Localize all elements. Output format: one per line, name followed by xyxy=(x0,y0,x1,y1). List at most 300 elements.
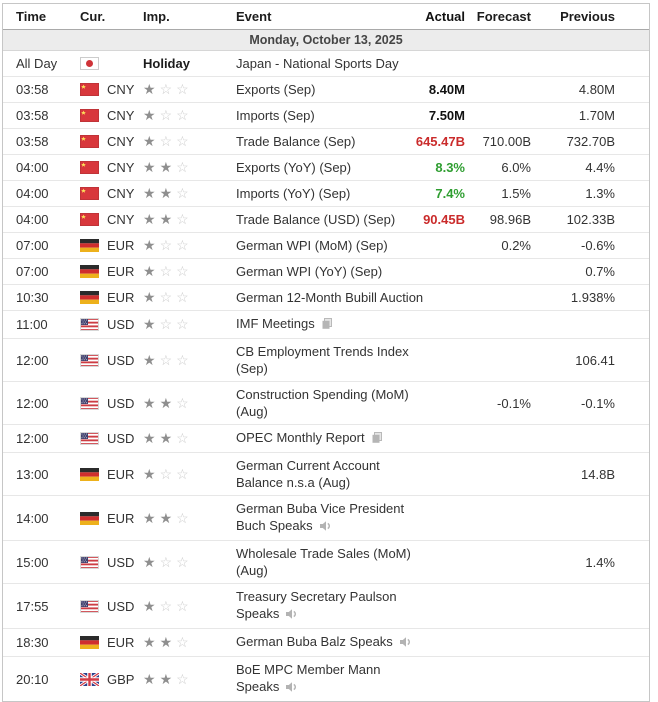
event-row xyxy=(3,259,649,285)
event-name[interactable]: German Buba Vice President xyxy=(236,501,405,516)
star-empty-icon: ☆ xyxy=(176,509,193,526)
forecast-value: 6.0% xyxy=(501,160,531,175)
star-empty-icon: ☆ xyxy=(176,159,193,175)
forecast-value: 98.96B xyxy=(489,212,531,227)
speaker-icon xyxy=(319,519,332,536)
report-document-icon xyxy=(321,317,333,334)
currency-cell xyxy=(77,466,143,483)
event-time: 07:00 xyxy=(16,238,49,253)
china-flag-icon xyxy=(80,213,99,226)
event-row xyxy=(3,285,649,311)
china-flag-icon xyxy=(80,109,99,122)
importance-stars xyxy=(143,159,193,175)
forecast-value: 710.00B xyxy=(482,134,531,149)
currency-cell xyxy=(77,289,143,306)
importance-stars xyxy=(143,466,193,482)
event-time: 12:00 xyxy=(16,395,49,411)
currency-cell xyxy=(77,237,143,254)
importance-stars xyxy=(143,81,193,97)
star-empty-icon: ☆ xyxy=(159,289,177,305)
event-time: 15:00 xyxy=(16,554,49,570)
star-empty-icon: ☆ xyxy=(176,289,193,305)
importance-stars xyxy=(143,671,193,687)
event-name[interactable]: Imports (Sep) xyxy=(236,108,315,123)
importance-stars xyxy=(143,107,193,123)
previous-value: 4.80M xyxy=(578,82,615,97)
china-flag-icon xyxy=(80,187,99,200)
star-filled-icon: ★ xyxy=(143,211,160,227)
importance-stars xyxy=(143,237,193,253)
event-line xyxy=(236,429,413,448)
event-cell xyxy=(236,386,413,420)
currency-code: USD xyxy=(107,395,135,411)
previous-value: -0.6% xyxy=(581,238,615,253)
event-time: 11:00 xyxy=(16,317,48,332)
previous-value: 106.41 xyxy=(575,352,615,368)
event-time: All Day xyxy=(16,56,58,71)
importance-cell xyxy=(143,263,236,280)
event-line xyxy=(236,474,413,491)
china-flag-icon xyxy=(80,135,99,148)
column-header-previous: Previous xyxy=(560,9,615,24)
event-line xyxy=(236,343,413,360)
event-row xyxy=(3,181,649,207)
currency-cell xyxy=(77,133,143,150)
star-empty-icon: ☆ xyxy=(176,670,193,687)
currency-cell xyxy=(77,81,143,98)
star-filled-icon: ★ xyxy=(143,670,160,687)
star-empty-icon: ☆ xyxy=(176,394,193,411)
event-name[interactable]: Trade Balance (USD) (Sep) xyxy=(236,212,396,227)
germany-flag-icon xyxy=(80,636,99,649)
usa-flag-icon xyxy=(80,556,99,569)
currency-code: CNY xyxy=(107,134,135,149)
event-row xyxy=(3,657,649,701)
event-name[interactable]: Exports (YoY) (Sep) xyxy=(236,160,352,175)
star-filled-icon: ★ xyxy=(143,81,160,97)
currency-code: USD xyxy=(107,554,135,570)
event-line xyxy=(236,678,413,697)
event-line xyxy=(236,133,413,150)
event-cell xyxy=(236,133,413,150)
star-filled-icon: ★ xyxy=(143,430,160,446)
actual-value: 7.4% xyxy=(435,186,465,201)
currency-code: EUR xyxy=(107,264,135,279)
star-filled-icon: ★ xyxy=(143,509,160,526)
star-empty-icon: ☆ xyxy=(159,465,177,482)
star-filled-icon: ★ xyxy=(159,211,177,227)
event-row xyxy=(3,382,649,425)
event-name[interactable]: IMF Meetings xyxy=(236,316,315,331)
event-name[interactable]: Speaks xyxy=(236,606,280,621)
event-line xyxy=(236,107,413,124)
forecast-value: -0.1% xyxy=(497,395,531,411)
currency-cell xyxy=(77,634,143,651)
previous-value: 1.3% xyxy=(585,186,615,201)
germany-flag-icon xyxy=(80,291,99,304)
event-cell xyxy=(236,185,413,202)
event-name: Japan - National Sports Day xyxy=(236,56,399,71)
column-header-forecast: Forecast xyxy=(476,9,531,24)
event-name[interactable]: German Buba Balz Speaks xyxy=(236,634,393,649)
event-cell xyxy=(236,633,413,652)
currency-cell xyxy=(77,159,143,176)
importance-cell xyxy=(143,185,236,202)
currency-code: USD xyxy=(107,352,135,368)
previous-value: 102.33B xyxy=(566,212,615,227)
currency-cell xyxy=(77,211,143,228)
event-line xyxy=(236,500,413,517)
actual-value: 8.3% xyxy=(435,160,465,175)
star-filled-icon: ★ xyxy=(143,263,160,279)
speaker-icon xyxy=(399,635,412,652)
report-document-icon xyxy=(371,431,383,448)
event-name[interactable]: Wholesale Trade Sales (MoM) xyxy=(236,546,411,561)
star-filled-icon: ★ xyxy=(143,597,160,614)
star-filled-icon: ★ xyxy=(143,237,160,253)
usa-flag-icon xyxy=(80,354,99,367)
event-cell xyxy=(236,661,413,697)
china-flag-icon xyxy=(80,161,99,174)
event-time: 17:55 xyxy=(16,598,49,614)
holiday-label: Holiday xyxy=(143,56,190,71)
previous-value: 0.7% xyxy=(585,264,615,279)
usa-flag-icon xyxy=(80,432,99,445)
currency-code: USD xyxy=(107,598,135,614)
event-row xyxy=(3,155,649,181)
currency-cell xyxy=(77,598,143,615)
table-header-row xyxy=(3,4,649,30)
star-empty-icon: ☆ xyxy=(159,237,177,253)
event-time: 04:00 xyxy=(16,212,49,227)
currency-code: EUR xyxy=(107,238,135,253)
event-line xyxy=(236,81,413,98)
economic-calendar-table xyxy=(2,3,650,702)
event-line xyxy=(236,457,413,474)
star-filled-icon: ★ xyxy=(143,316,160,332)
event-row xyxy=(3,496,649,541)
importance-cell xyxy=(143,133,236,150)
importance-stars xyxy=(143,395,193,411)
event-row xyxy=(3,51,649,77)
event-line xyxy=(236,661,413,678)
actual-value: 645.47B xyxy=(415,134,465,149)
importance-cell xyxy=(143,466,236,483)
event-rows-container xyxy=(3,51,649,701)
forecast-value: 0.2% xyxy=(501,238,531,253)
actual-value: 90.45B xyxy=(423,212,465,227)
event-line xyxy=(236,562,413,579)
event-line xyxy=(236,605,413,624)
event-name[interactable]: German Current Account xyxy=(236,458,380,473)
currency-code: EUR xyxy=(107,466,135,482)
event-cell xyxy=(236,545,413,579)
event-row xyxy=(3,584,649,629)
importance-stars xyxy=(143,263,193,279)
previous-value: 1.938% xyxy=(570,290,615,305)
star-empty-icon: ☆ xyxy=(176,634,193,650)
star-filled-icon: ★ xyxy=(159,185,177,201)
event-cell xyxy=(236,588,413,624)
event-time: 14:00 xyxy=(16,510,49,526)
currency-cell xyxy=(77,185,143,202)
currency-cell xyxy=(77,263,143,280)
star-empty-icon: ☆ xyxy=(176,351,193,368)
previous-value: 1.4% xyxy=(585,554,615,570)
event-cell xyxy=(236,211,413,228)
event-row xyxy=(3,339,649,382)
importance-stars xyxy=(143,316,193,332)
event-line xyxy=(236,185,413,202)
event-name[interactable]: (Aug) xyxy=(236,563,268,578)
event-name[interactable]: (Aug) xyxy=(236,404,268,419)
event-time: 03:58 xyxy=(16,134,49,149)
event-row xyxy=(3,425,649,453)
star-empty-icon: ☆ xyxy=(159,316,177,332)
importance-stars xyxy=(143,430,193,446)
star-empty-icon: ☆ xyxy=(176,430,193,446)
event-row xyxy=(3,77,649,103)
currency-code: EUR xyxy=(107,510,135,526)
star-empty-icon: ☆ xyxy=(159,133,177,149)
event-row xyxy=(3,453,649,496)
importance-stars xyxy=(143,554,193,570)
event-line xyxy=(236,517,413,536)
event-cell xyxy=(236,263,413,280)
star-empty-icon: ☆ xyxy=(176,597,193,614)
event-line xyxy=(236,159,413,176)
event-row xyxy=(3,103,649,129)
event-line xyxy=(236,588,413,605)
event-cell xyxy=(236,289,424,306)
currency-code: CNY xyxy=(107,108,135,123)
importance-cell xyxy=(143,289,236,306)
importance-stars xyxy=(143,634,193,650)
column-header-actual: Actual xyxy=(425,9,465,24)
event-time: 04:00 xyxy=(16,186,49,201)
importance-cell xyxy=(143,55,236,72)
star-empty-icon: ☆ xyxy=(159,263,177,279)
currency-cell xyxy=(77,510,143,527)
star-filled-icon: ★ xyxy=(143,553,160,570)
importance-cell xyxy=(143,430,236,447)
star-filled-icon: ★ xyxy=(143,289,160,305)
star-filled-icon: ★ xyxy=(143,634,160,650)
currency-cell xyxy=(77,316,143,333)
importance-cell xyxy=(143,237,236,254)
importance-cell xyxy=(143,81,236,98)
column-header-time: Time xyxy=(16,9,47,24)
event-line xyxy=(236,360,413,377)
event-name[interactable]: Balance n.s.a (Aug) xyxy=(236,475,351,490)
importance-stars xyxy=(143,133,193,149)
column-header-event: Event xyxy=(236,9,272,24)
currency-code: CNY xyxy=(107,212,135,227)
currency-cell xyxy=(77,107,143,124)
currency-code: EUR xyxy=(107,635,135,650)
previous-value: 14.8B xyxy=(581,466,615,482)
event-name[interactable]: German 12-Month Bubill Auction xyxy=(236,290,424,305)
importance-stars xyxy=(143,289,193,305)
star-filled-icon: ★ xyxy=(143,351,160,368)
star-filled-icon: ★ xyxy=(159,634,177,650)
germany-flag-icon xyxy=(80,239,99,252)
event-cell xyxy=(236,457,413,491)
importance-cell xyxy=(143,634,236,651)
currency-code: USD xyxy=(107,317,135,332)
importance-cell xyxy=(143,316,236,333)
event-time: 20:10 xyxy=(16,671,49,687)
forecast-value: 1.5% xyxy=(501,186,531,201)
event-time: 18:30 xyxy=(16,635,49,650)
event-name[interactable]: Exports (Sep) xyxy=(236,82,316,97)
event-time: 12:00 xyxy=(16,352,49,368)
germany-flag-icon xyxy=(80,265,99,278)
star-filled-icon: ★ xyxy=(143,394,160,411)
event-name[interactable]: Construction Spending (MoM) xyxy=(236,387,409,402)
star-filled-icon: ★ xyxy=(143,185,160,201)
importance-cell xyxy=(143,598,236,615)
importance-stars xyxy=(143,352,193,368)
star-empty-icon: ☆ xyxy=(159,597,177,614)
importance-cell xyxy=(143,671,236,688)
previous-value: 1.70M xyxy=(578,108,615,123)
previous-value: -0.1% xyxy=(581,395,615,411)
actual-value: 8.40M xyxy=(428,82,465,97)
importance-stars xyxy=(143,185,193,201)
event-time: 04:00 xyxy=(16,160,49,175)
event-cell xyxy=(236,237,413,254)
event-name[interactable]: Trade Balance (Sep) xyxy=(236,134,356,149)
usa-flag-icon xyxy=(80,397,99,410)
event-cell xyxy=(236,107,413,124)
speaker-icon xyxy=(285,680,298,697)
event-time: 03:58 xyxy=(16,82,49,97)
event-row xyxy=(3,129,649,155)
importance-cell xyxy=(143,211,236,228)
column-header-importance: Imp. xyxy=(143,9,170,24)
event-row xyxy=(3,629,649,657)
japan-flag-icon xyxy=(80,57,99,70)
star-empty-icon: ☆ xyxy=(176,465,193,482)
currency-code: CNY xyxy=(107,160,135,175)
event-row xyxy=(3,207,649,233)
speaker-icon xyxy=(285,607,298,624)
event-line xyxy=(236,386,413,403)
event-time: 12:00 xyxy=(16,431,49,446)
event-cell xyxy=(236,55,413,72)
star-filled-icon: ★ xyxy=(143,465,160,482)
star-filled-icon: ★ xyxy=(159,509,177,526)
importance-cell xyxy=(143,352,236,369)
event-cell xyxy=(236,500,413,536)
event-name[interactable]: German WPI (MoM) (Sep) xyxy=(236,238,388,253)
event-time: 07:00 xyxy=(16,264,49,279)
star-empty-icon: ☆ xyxy=(176,107,193,123)
column-header-currency: Cur. xyxy=(80,9,106,24)
currency-cell xyxy=(77,352,143,369)
event-name[interactable]: Speaks xyxy=(236,679,280,694)
importance-cell xyxy=(143,554,236,571)
star-empty-icon: ☆ xyxy=(176,263,193,279)
event-name[interactable]: BoE MPC Member Mann xyxy=(236,662,381,677)
star-filled-icon: ★ xyxy=(159,394,177,411)
star-filled-icon: ★ xyxy=(159,670,177,687)
date-header-label: Monday, October 13, 2025 xyxy=(249,33,403,47)
event-line xyxy=(236,315,413,334)
usa-flag-icon xyxy=(80,600,99,613)
event-name[interactable]: (Sep) xyxy=(236,361,268,376)
star-filled-icon: ★ xyxy=(143,107,160,123)
currency-code: GBP xyxy=(107,671,135,687)
event-name[interactable]: Buch Speaks xyxy=(236,518,313,533)
importance-cell xyxy=(143,395,236,412)
currency-cell xyxy=(77,57,143,70)
event-time: 03:58 xyxy=(16,108,49,123)
china-flag-icon xyxy=(80,83,99,96)
event-name[interactable]: Treasury Secretary Paulson xyxy=(236,589,397,604)
star-empty-icon: ☆ xyxy=(176,211,193,227)
event-cell xyxy=(236,429,413,448)
uk-flag-icon xyxy=(80,673,99,686)
currency-code: CNY xyxy=(107,186,135,201)
importance-stars xyxy=(143,598,193,614)
currency-code: EUR xyxy=(107,290,135,305)
currency-cell xyxy=(77,430,143,447)
event-cell xyxy=(236,315,413,334)
event-name[interactable]: Imports (YoY) (Sep) xyxy=(236,186,351,201)
event-line xyxy=(236,633,413,652)
currency-code: USD xyxy=(107,431,135,446)
event-name[interactable]: CB Employment Trends Index xyxy=(236,344,409,359)
event-row xyxy=(3,233,649,259)
actual-value: 7.50M xyxy=(428,108,465,123)
event-name[interactable]: OPEC Monthly Report xyxy=(236,430,365,445)
date-header-bar xyxy=(3,30,649,51)
event-line xyxy=(236,403,413,420)
event-time: 13:00 xyxy=(16,466,49,482)
previous-value: 4.4% xyxy=(585,160,615,175)
germany-flag-icon xyxy=(80,512,99,525)
importance-cell xyxy=(143,159,236,176)
event-line xyxy=(236,289,424,306)
star-filled-icon: ★ xyxy=(159,159,177,175)
star-filled-icon: ★ xyxy=(143,133,160,149)
star-filled-icon: ★ xyxy=(159,430,177,446)
star-empty-icon: ☆ xyxy=(159,351,177,368)
event-name[interactable]: German WPI (YoY) (Sep) xyxy=(236,264,383,279)
event-line xyxy=(236,55,413,72)
germany-flag-icon xyxy=(80,468,99,481)
event-line xyxy=(236,263,413,280)
currency-cell xyxy=(77,671,143,688)
event-line xyxy=(236,545,413,562)
event-row xyxy=(3,311,649,339)
star-empty-icon: ☆ xyxy=(176,185,193,201)
star-empty-icon: ☆ xyxy=(159,107,177,123)
currency-code: CNY xyxy=(107,82,135,97)
star-empty-icon: ☆ xyxy=(176,553,193,570)
event-line xyxy=(236,237,413,254)
event-row xyxy=(3,541,649,584)
star-empty-icon: ☆ xyxy=(159,553,177,570)
importance-cell xyxy=(143,510,236,527)
currency-cell xyxy=(77,395,143,412)
star-empty-icon: ☆ xyxy=(176,81,193,97)
star-empty-icon: ☆ xyxy=(176,237,193,253)
event-cell xyxy=(236,159,413,176)
event-line xyxy=(236,211,413,228)
